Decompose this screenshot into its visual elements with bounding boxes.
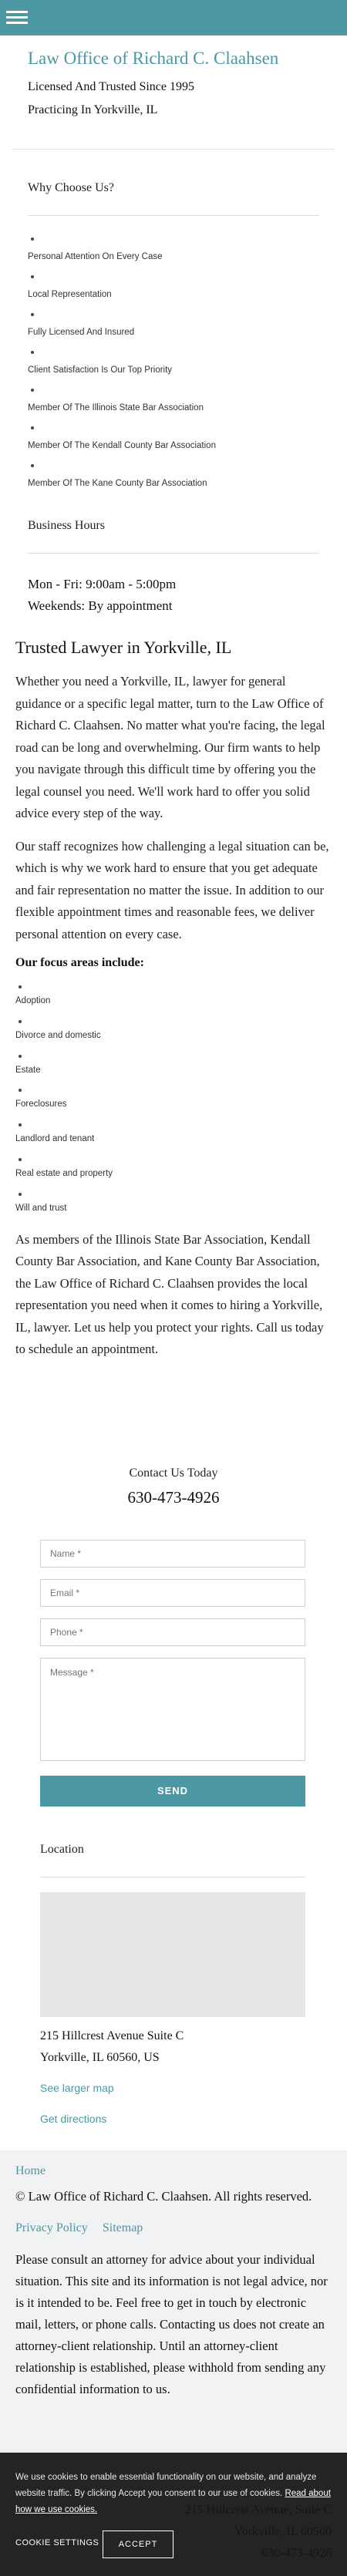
cookie-read-more-link[interactable]: Read about how we use cookies.: [15, 2489, 331, 2514]
sitemap-link[interactable]: Sitemap: [102, 2221, 143, 2234]
why-choose-item: [28, 342, 319, 379]
cookie-message-text: We use cookies to enable essential functionality on our website, and analyze website traffic. By clicking Accept you consent to our use of cookies.: [15, 2473, 317, 2498]
hours-title: Business Hours: [28, 519, 106, 532]
contact-title: Contact Us Today: [129, 1466, 218, 1480]
tagline-line-2: Practicing In Yorkville, IL: [28, 103, 158, 116]
why-choose-item-label: Fully Licensed And Insured: [28, 328, 135, 337]
location-address-line-2: Yorkville, IL 60560, US: [40, 2051, 160, 2064]
focus-area-item-label: Real estate and property: [15, 1168, 113, 1178]
focus-area-item-label: Estate: [15, 1065, 41, 1075]
focus-area-item: [15, 1114, 332, 1149]
bullet-icon: [31, 389, 34, 392]
cookie-banner: [0, 2453, 347, 2576]
location-card: [40, 1842, 305, 1877]
focus-area-item: [15, 976, 332, 1011]
page-heading: Trusted Lawyer in Yorkville, IL: [15, 638, 232, 657]
why-choose-list: [28, 228, 319, 493]
directions-link[interactable]: Get directions: [40, 2113, 107, 2125]
location-address-line-1: 215 Hillcrest Avenue Suite C: [40, 2029, 184, 2042]
larger-map-link[interactable]: See larger map: [40, 2082, 114, 2094]
bullet-icon: [31, 351, 34, 354]
why-choose-item: [28, 455, 319, 493]
focus-area-item: [15, 1011, 332, 1046]
footer-home-link[interactable]: Home: [15, 2164, 46, 2177]
intro-paragraph: Whether you need a Yorkville, IL, lawyer for general guidance or a specific legal matter, turn to the Law Office of Richard C. Claahsen. No matter what you're facing, the legal road can be long and overwhelming. Our firm wants to help you navigate through this difficult time by offering you the legal counsel you need. We'll work hard to offer you solid advice every step of the way.: [15, 674, 325, 820]
focus-area-item: [15, 1184, 332, 1218]
top-bar: [0, 0, 347, 35]
why-choose-item: [28, 228, 319, 266]
focus-area-item: [15, 1079, 332, 1114]
footer-disclaimer: Please consult an attorney for advice about your individual situation. This site and its information is not legal advice, nor is it intended to be. Feel free to get in touch by electronic mail, letters, or phone calls. Contacting us does not create an attorney-client relationship. Until an attorney-client relationship is established, please withhold from sending any confidential information to us.: [15, 2252, 328, 2396]
bullet-icon: [31, 237, 34, 241]
why-choose-item: [28, 379, 319, 417]
why-choose-item: [28, 304, 319, 342]
focus-area-item: [15, 1149, 332, 1184]
why-choose-item-label: Member Of The Kane County Bar Association: [28, 479, 207, 488]
focus-area-item-label: Divorce and domestic: [15, 1030, 101, 1040]
membership-paragraph: As members of the Illinois State Bar Association, Kendall County Bar Association, and Kane County Bar Association, the Law Office of Richard C. Claahsen provides the local representation you need when it comes to hiring a Yorkville, IL, lawyer. Let us help you protect your rights. Call us today to schedule an appointment.: [15, 1231, 324, 1357]
tagline: [28, 76, 319, 122]
hours-text: [28, 574, 319, 617]
why-choose-card: [28, 180, 319, 493]
header-divider: [12, 149, 335, 150]
bullet-icon: [31, 464, 34, 467]
why-choose-item-label: Member Of The Kendall County Bar Association: [28, 441, 216, 450]
hours-weekends: Weekends: By appointment: [28, 598, 173, 613]
phone-field[interactable]: [40, 1618, 305, 1646]
cookie-message: [15, 2470, 332, 2518]
bullet-icon: [19, 985, 22, 988]
bullet-icon: [19, 1158, 22, 1161]
focus-area-item: [15, 1046, 332, 1080]
bullet-icon: [19, 1193, 22, 1196]
main-content: [15, 637, 332, 1361]
bullet-icon: [31, 426, 34, 429]
focus-area-item-label: Will and trust: [15, 1203, 67, 1213]
name-field[interactable]: [40, 1540, 305, 1567]
bullet-icon: [19, 1055, 22, 1058]
menu-icon[interactable]: [6, 8, 28, 26]
cookie-settings-button[interactable]: COOKIE SETTINGS: [15, 2538, 99, 2547]
site-header: [0, 35, 347, 151]
location-address: [40, 2025, 184, 2069]
send-button[interactable]: SEND: [40, 1776, 305, 1807]
focus-areas-title: Our focus areas include:: [15, 956, 144, 969]
focus-area-item-label: Landlord and tenant: [15, 1134, 95, 1144]
why-choose-item-label: Personal Attention On Every Case: [28, 252, 163, 261]
why-choose-item: [28, 266, 319, 304]
hours-weekdays: Mon - Fri: 9:00am - 5:00pm: [28, 577, 177, 591]
bullet-icon: [31, 313, 34, 316]
hours-card: [28, 518, 319, 617]
focus-areas-list: [15, 976, 332, 1218]
location-title: Location: [40, 1843, 84, 1856]
why-choose-item-label: Local Representation: [28, 290, 112, 299]
brand-title[interactable]: Law Office of Richard C. Claahsen: [28, 49, 279, 68]
focus-area-item-label: Foreclosures: [15, 1099, 67, 1110]
location-map[interactable]: [40, 1892, 305, 2017]
hours-rule: [28, 553, 319, 554]
bullet-icon: [31, 275, 34, 278]
why-choose-item-label: Member Of The Illinois State Bar Association: [28, 403, 204, 412]
message-field[interactable]: [40, 1658, 305, 1761]
cookie-accept-button[interactable]: ACCEPT: [103, 2531, 174, 2558]
why-choose-item-label: Client Satisfaction Is Our Top Priority: [28, 365, 173, 375]
footer-links: [15, 2220, 332, 2235]
contact-phone[interactable]: 630-473-4926: [127, 1488, 220, 1507]
why-choose-item: [28, 417, 319, 455]
email-field[interactable]: [40, 1579, 305, 1607]
footer-copyright: © Law Office of Richard C. Claahsen. All rights reserved.: [15, 2189, 312, 2204]
tagline-line-1: Licensed And Trusted Since 1995: [28, 80, 194, 93]
contact-header: [0, 1466, 347, 1507]
staff-paragraph: Our staff recognizes how challenging a legal situation can be, which is why we work hard to ensure that you get adequate and fair representation no matter the issue. In addition to our flexible appointment times and reasonable fees, we deliver personal attention on every case.: [15, 838, 329, 941]
bullet-icon: [19, 1020, 22, 1023]
bullet-icon: [19, 1123, 22, 1126]
focus-area-item-label: Adoption: [15, 996, 51, 1005]
privacy-policy-link[interactable]: Privacy Policy: [15, 2221, 88, 2234]
why-choose-rule: [28, 215, 319, 216]
why-choose-title: Why Choose Us?: [28, 181, 114, 194]
bullet-icon: [19, 1089, 22, 1092]
